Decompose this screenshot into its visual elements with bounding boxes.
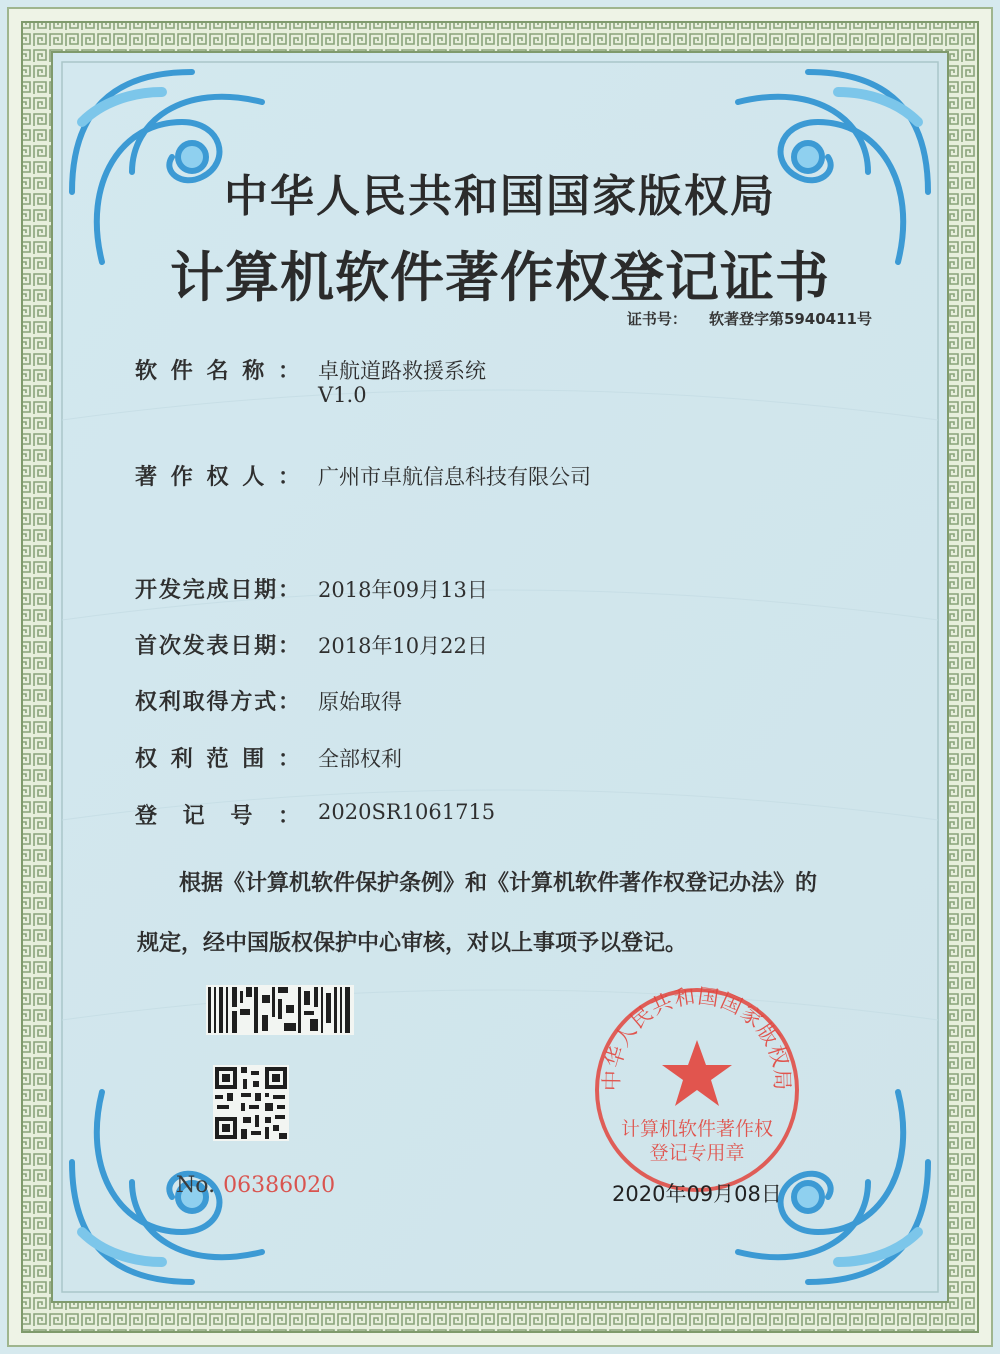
- scope-value: 全部权利: [318, 747, 402, 771]
- software-name-value: 卓航道路救援系统: [318, 359, 486, 383]
- seal-line1: 计算机软件著作权: [620, 1118, 774, 1140]
- publish-date-value: 2018年10月22日: [318, 634, 488, 658]
- issuing-authority: 中华人民共和国国家版权局: [224, 171, 776, 222]
- body-text-line1: 根据《计算机软件保护条例》和《计算机软件著作权登记办法》的: [179, 871, 818, 896]
- scope-label: 权 利 范 围 ：: [135, 747, 300, 772]
- dev-date-value: 2018年09月13日: [318, 578, 488, 602]
- reg-no-value: 2020SR1061715: [318, 800, 496, 824]
- official-seal: [592, 985, 802, 1195]
- publish-date-label: 首 次 发 表 日 期 ：: [135, 634, 300, 659]
- certificate-title: 计算机软件著作权登记证书: [170, 246, 830, 309]
- serial-number: [176, 1173, 335, 1198]
- issue-date: 2020年09月08日: [612, 1182, 782, 1206]
- software-version: V1.0: [318, 383, 367, 407]
- serial-prefix: No.: [176, 1173, 216, 1198]
- serial-value: 06386020: [223, 1173, 336, 1198]
- certificate-number-label: 证书号：: [626, 310, 687, 328]
- software-name-label: 软 件 名 称 ：: [135, 359, 300, 384]
- seal-ring-text: 中华人民共和国国家版权局: [599, 985, 795, 1092]
- certificate-number-value: 软著登字第5940411号: [708, 310, 872, 328]
- star-icon: [662, 1040, 732, 1106]
- seal-line2: 登记专用章: [649, 1142, 745, 1164]
- body-text-line2: 规定，经中国版权保护中心审核，对以上事项予以登记。: [137, 931, 688, 956]
- certificate-number: [627, 308, 872, 329]
- barcode-icon: [206, 985, 354, 1035]
- method-label: 权 利 取 得 方 式 ：: [135, 690, 300, 715]
- qr-code-icon: [213, 1065, 289, 1141]
- dev-date-label: 开 发 完 成 日 期 ：: [135, 578, 300, 603]
- method-value: 原始取得: [318, 690, 402, 714]
- owner-value: 广州市卓航信息科技有限公司: [318, 465, 591, 489]
- reg-no-label: 登 记 号 ：: [135, 804, 300, 829]
- owner-label: 著 作 权 人 ：: [135, 465, 300, 490]
